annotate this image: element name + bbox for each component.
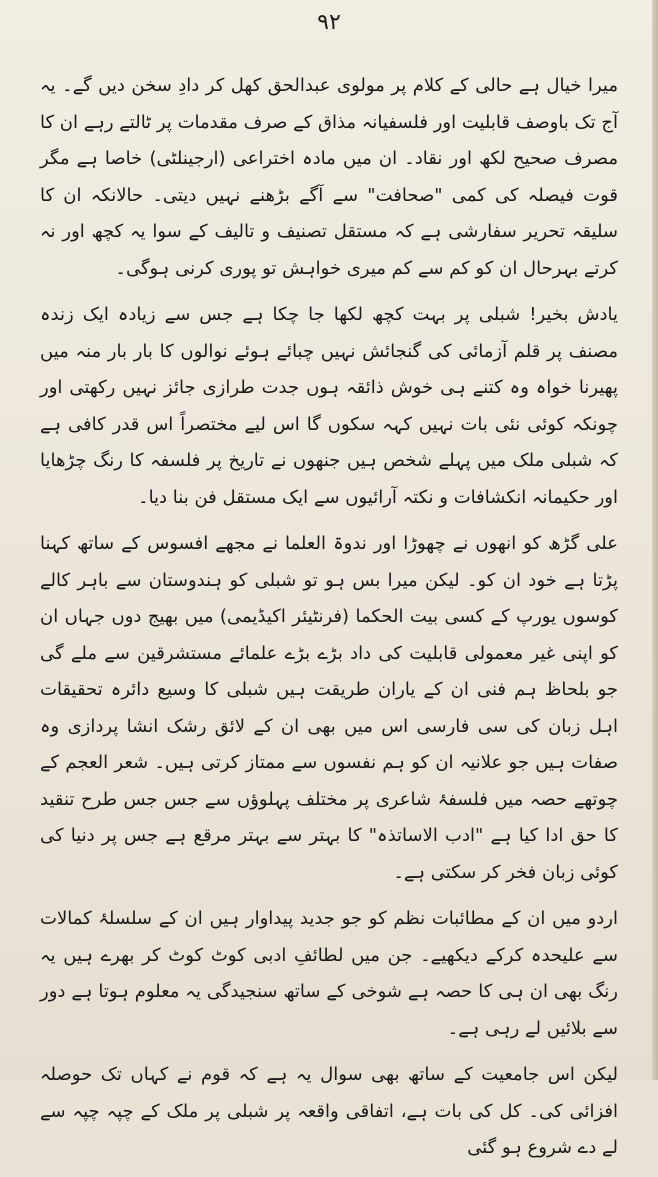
paragraph-5: لیکن اس جامعیت کے ساتھ بھی سوال یہ ہے کہ قوم نے کہاں تک حوصلہ افزائی کی۔ کل کی بات ہے، اتفاقی واقعہ پر شبلی پر ملک کے چپہ چپہ سے لے دے شروع ہو گئی bbox=[40, 1064, 618, 1158]
paragraph-2: یادش بخیر! شبلی پر بہت کچھ لکھا جا چکا ہے جس سے زیادہ ایک زندہ مصنف پر قلم آزمائی کی گنجائش نہیں چبائے ہوئے نوالوں کا بار بار منہ میں پھیرنا خواہ وہ کتنے ہی خوش ذائقہ ہوں جدت طرازی جائز نہیں رکھتی اور چونکہ کوئی نئی بات نہیں کہہ سکوں گا اس لیے مختصراً اس قدر کافی ہے کہ شبلی ملک میں پہلے شخص ہیں جنھوں نے تاریخ پر فلسفہ کا رنگ چڑھایا اور حکیمانہ انکشافات و نکتہ آرائیوں سے ایک مستقل فن بنا دیا۔ bbox=[40, 304, 618, 508]
paragraph-4: اردو میں ان کے مطائبات نظم کو جو جدید پیداوار ہیں ان کے سلسلۂ کمالات سے علیحدہ کرکے دیکھیے۔ جن میں لطائفِ ادبی کوٹ کوٹ کر بھرے ہیں یہ رنگ بھی ان ہی کا حصہ ہے شوخی کے ساتھ سنجیدگی یہ معلوم ہوتا ہے دور سے بلائیں لے رہی ہے۔ bbox=[40, 908, 618, 1039]
page-edge-shadow bbox=[652, 0, 658, 1080]
paragraph-3: علی گڑھ کو انھوں نے چھوڑا اور ندوۃ العلما نے مجھے افسوس کے ساتھ کہنا پڑتا ہے خود ان کو۔ لیکن میرا بس ہو تو شبلی کو ہندوستان سے باہر کالے کوسوں یورپ کے کسی بیت الحکما (فرنٹیئر اکیڈیمی) میں بھیج دوں جہاں ان کو اپنی غیر معمولی قابلیت کی داد بڑے بڑے علمائے مستشرقین سے ملے گی جو بلحاظ ہم فنی ان کے یاران طریقت ہیں شبلی کا وسیع دائرہ تحقیقات اہل زبان کی سی فارسی اس میں بھی ان کے لائق رشک انشا پردازی وہ صفات ہیں جو علانیہ ان کو ہم نفسوں سے ممتاز کرتی ہیں۔ شعر العجم کے چوتھے حصہ میں فلسفۂ شاعری پر مختلف پہلوؤں سے جس جس طرح تنقید کا حق ادا کیا ہے "ادب الاساتذہ" کا بہتر سے بہتر مرقع ہے جس پر دنیا کی کوئی زبان فخر کر سکتی ہے۔ bbox=[40, 533, 618, 883]
page-number: ۹۲ bbox=[317, 10, 341, 35]
paragraph-1: میرا خیال ہے حالی کے کلام پر مولوی عبدالحق کھل کر دادِ سخن دیں گے۔ یہ آج تک باوصف قابلیت اور فلسفیانہ مذاق کے صرف مقدمات پر ٹالتے رہے ان کا مصرف صحیح لکھ اور نقاد۔ ان میں مادہ اختراعی (ارجینلٹی) خاصا ہے مگر قوت فیصلہ کی کمی "صحافت" سے آگے بڑھنے نہیں دیتی۔ حالانکہ ان کا سلیقہ تحریر سفارشی ہے کہ مستقل تصنیف و تالیف کے سوا یہ کچھ اور نہ کرتے بہرحال ان کو کم سے کم میری خواہش تو پوری کرنی ہوگی۔ bbox=[40, 75, 618, 279]
body-text bbox=[40, 68, 618, 1177]
